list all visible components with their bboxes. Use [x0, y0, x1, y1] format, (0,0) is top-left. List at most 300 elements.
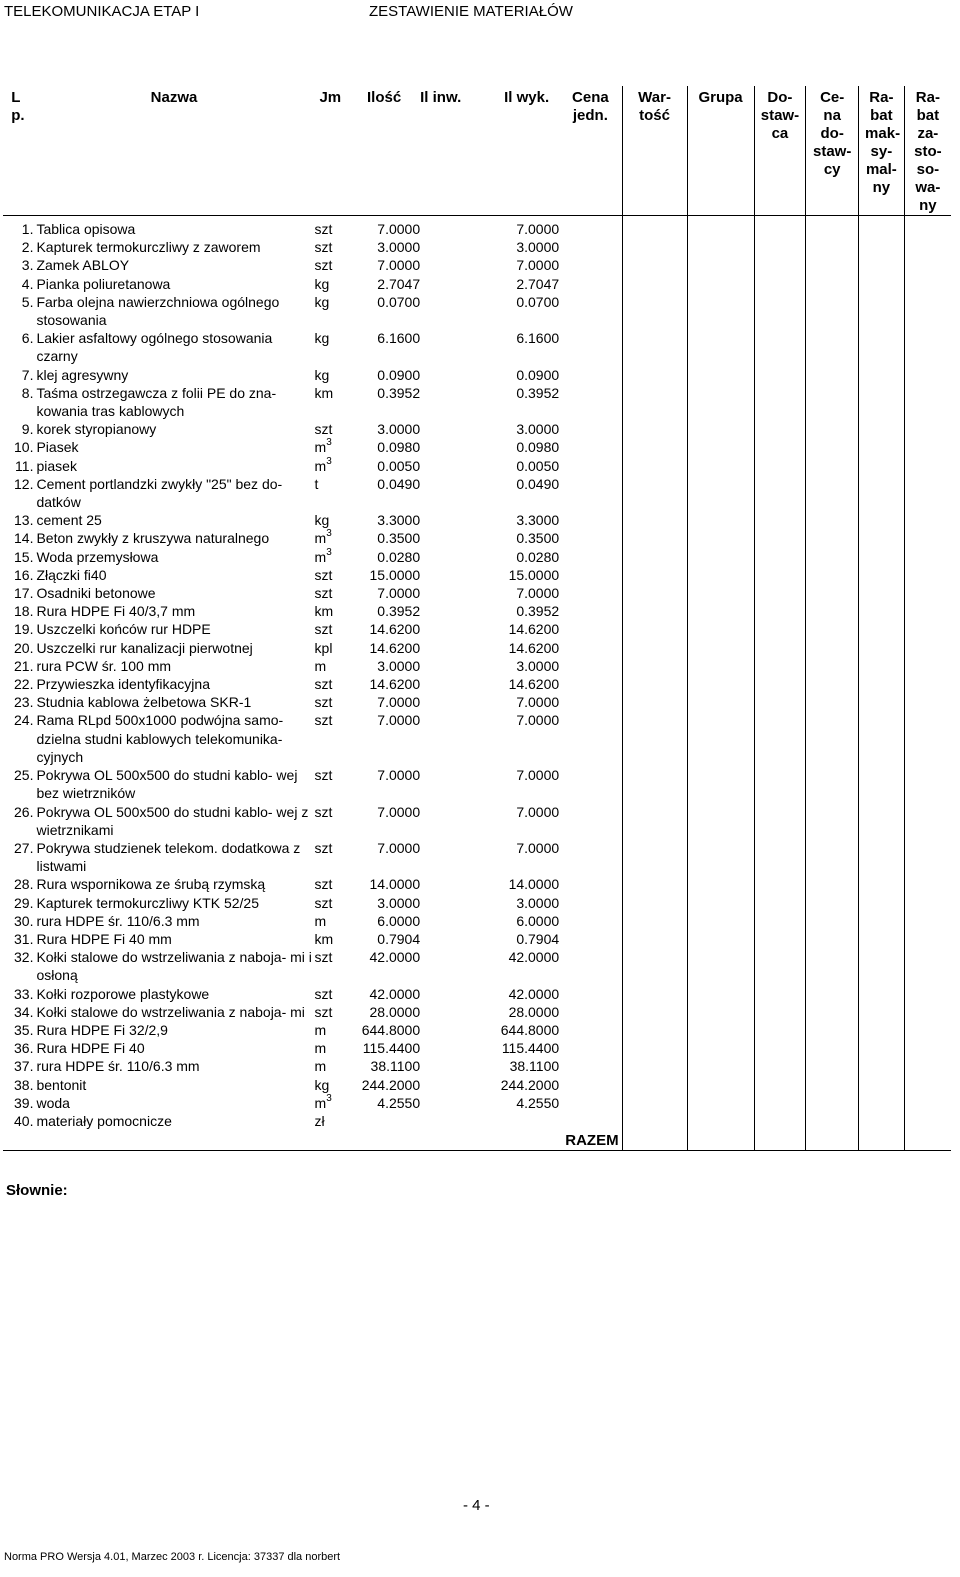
row-wyk: 3.0000: [516, 894, 560, 911]
row-name: Rura HDPE Fi 40/3,7 mm: [36, 603, 196, 620]
row-ilosc: 7.0000: [377, 803, 421, 820]
row-jm-unit: kg: [314, 366, 330, 383]
row-lp: 33.: [14, 985, 34, 1002]
row-jm-unit: m: [314, 657, 327, 674]
row-grupa: [687, 548, 754, 566]
row-dostawca: [754, 584, 806, 602]
row-ilosc: 7.0000: [377, 712, 421, 729]
row-cena: [559, 256, 622, 274]
row-grupa: [687, 238, 754, 256]
table-row: [3, 457, 951, 475]
table-row: [3, 1094, 951, 1112]
row-cena: [559, 711, 622, 766]
row-rabat-zast: [904, 511, 951, 529]
row-grupa: [687, 766, 754, 802]
row-wyk: 0.0700: [516, 293, 560, 310]
row-name: Lakier asfaltowy ogólnego stosowania czarny: [36, 330, 273, 365]
row-jm-unit: m: [314, 1058, 327, 1075]
row-rabat-zast: [904, 566, 951, 584]
row-lp: 11.: [15, 457, 34, 474]
row-cena-dostawcy: [806, 438, 859, 456]
row-jm: [313, 894, 349, 912]
row-ilosc: 14.6200: [369, 676, 421, 693]
row-dostawca: [754, 602, 806, 620]
row-cena-dostawcy: [806, 457, 859, 475]
row-wartosc: [622, 894, 687, 912]
row-dostawca: [754, 693, 806, 711]
row-cena: [559, 912, 622, 930]
row-jm-unit: km: [314, 930, 334, 947]
table-row: [3, 912, 951, 930]
document-header-right: ZESTAWIENIE MATERIAŁÓW: [369, 3, 573, 20]
col-header-grupa: Grupa: [687, 86, 754, 216]
row-ilosc: 0.7904: [377, 930, 421, 947]
row-cena: [559, 548, 622, 566]
row-jm-unit: m: [314, 1094, 327, 1111]
row-jm-unit: szt: [314, 676, 333, 693]
row-lp: 39.: [14, 1094, 34, 1111]
row-jm-unit: szt: [314, 803, 333, 820]
table-row: [3, 1112, 951, 1130]
row-dostawca: [754, 875, 806, 893]
row-jm: [313, 566, 349, 584]
row-rabat-zast: [904, 766, 951, 802]
row-jm: [313, 948, 349, 984]
row-wyk: 14.0000: [508, 876, 560, 893]
row-rabat-zast: [904, 875, 951, 893]
table-row: [3, 839, 951, 875]
row-jm: [313, 529, 349, 547]
row-wartosc: [622, 657, 687, 675]
row-name: Pianka poliuretanowa: [36, 275, 171, 292]
row-cena-dostawcy: [806, 529, 859, 547]
row-rabat-max: [859, 803, 905, 839]
row-rabat-zast: [904, 711, 951, 766]
row-lp: 14.: [14, 530, 34, 547]
row-jm: [313, 216, 349, 239]
row-name: Uszczelki rur kanalizacji pierwotnej: [36, 639, 253, 656]
row-wyk: 0.0980: [516, 439, 560, 456]
row-dostawca: [754, 620, 806, 638]
row-wartosc: [622, 420, 687, 438]
row-cena: [559, 602, 622, 620]
row-jm-unit: kg: [314, 275, 330, 292]
row-rabat-max: [859, 256, 905, 274]
row-dostawca: [754, 384, 806, 420]
row-grupa: [687, 803, 754, 839]
row-rabat-zast: [904, 1021, 951, 1039]
table-row: [3, 529, 951, 547]
row-grupa: [687, 256, 754, 274]
row-ilosc: 115.4400: [362, 1040, 421, 1057]
row-rabat-zast: [904, 602, 951, 620]
row-cena-dostawcy: [806, 675, 859, 693]
row-grupa: [687, 711, 754, 766]
row-rabat-zast: [904, 457, 951, 475]
table-row: [3, 1076, 951, 1094]
row-rabat-max: [859, 1076, 905, 1094]
row-lp: 16.: [14, 566, 34, 583]
row-jm: [313, 256, 349, 274]
row-rabat-max: [859, 420, 905, 438]
row-ilosc: [348, 1112, 420, 1130]
row-wyk: 7.0000: [516, 257, 560, 274]
row-cena-dostawcy: [806, 1039, 859, 1057]
row-grupa: [687, 584, 754, 602]
row-grupa: [687, 985, 754, 1003]
row-lp: 12.: [14, 475, 34, 492]
row-rabat-zast: [904, 475, 951, 511]
row-grupa: [687, 475, 754, 511]
row-jm-unit: m: [314, 530, 327, 547]
row-jm-unit: m: [314, 457, 327, 474]
row-jm-unit: szt: [314, 566, 333, 583]
row-name: Rura HDPE Fi 40: [36, 1040, 145, 1057]
row-rabat-max: [859, 639, 905, 657]
col-header-rabat-max: Ra- bat mak- sy- mal- ny: [859, 86, 905, 216]
row-lp: 2.: [21, 239, 34, 256]
row-wyk: 3.3000: [516, 512, 560, 529]
row-wyk: 2.7047: [516, 275, 560, 292]
row-jm: [313, 511, 349, 529]
row-jm: [313, 275, 349, 293]
row-dostawca: [754, 511, 806, 529]
row-cena-dostawcy: [806, 216, 859, 239]
row-wartosc: [622, 256, 687, 274]
row-grupa: [687, 384, 754, 420]
row-name: klej agresywny: [36, 366, 129, 383]
col-header-wyk: Il wyk.: [504, 89, 550, 106]
row-lp: 32.: [14, 949, 34, 966]
row-jm: [313, 639, 349, 657]
row-lp: 19.: [14, 621, 34, 638]
row-lp: 9.: [21, 421, 34, 438]
row-wyk: 6.0000: [516, 912, 560, 929]
row-rabat-max: [859, 930, 905, 948]
row-name: Rura HDPE Fi 32/2,9: [36, 1021, 168, 1038]
row-cena-dostawcy: [806, 985, 859, 1003]
row-cena: [559, 803, 622, 839]
row-cena-dostawcy: [806, 657, 859, 675]
row-cena-dostawcy: [806, 584, 859, 602]
row-jm: [313, 766, 349, 802]
row-grupa: [687, 657, 754, 675]
row-dostawca: [754, 566, 806, 584]
row-lp: 34.: [14, 1003, 34, 1020]
row-cena: [559, 620, 622, 638]
row-jm: [313, 475, 349, 511]
table-row: [3, 985, 951, 1003]
row-jm: [313, 420, 349, 438]
row-rabat-max: [859, 839, 905, 875]
row-ilosc: 14.0000: [369, 876, 421, 893]
row-dostawca: [754, 1057, 806, 1075]
table-row: [3, 1003, 951, 1021]
col-header-lp-text: L p.: [11, 89, 25, 124]
row-jm-unit: kg: [314, 293, 330, 310]
row-wyk: 115.4400: [501, 1040, 560, 1057]
col-header-name: Nazwa: [150, 89, 198, 106]
row-wartosc: [622, 875, 687, 893]
row-ilosc: 3.0000: [377, 894, 421, 911]
row-rabat-max: [859, 766, 905, 802]
row-lp: 1.: [21, 221, 34, 237]
row-rabat-zast: [904, 238, 951, 256]
row-cena-dostawcy: [806, 1076, 859, 1094]
row-rabat-zast: [904, 548, 951, 566]
row-lp: 25.: [14, 767, 34, 784]
row-wartosc: [622, 293, 687, 329]
row-name: Kołki stalowe do wstrzeliwania z naboja- mi: [36, 1003, 305, 1020]
row-cena: [559, 766, 622, 802]
row-grupa: [687, 1094, 754, 1112]
row-rabat-zast: [904, 693, 951, 711]
row-wyk: 38.1100: [509, 1058, 560, 1075]
row-wartosc: [622, 803, 687, 839]
col-header-rabat-zast: Ra- bat za- sto- so- wa- ny: [904, 86, 951, 216]
table-row: [3, 675, 951, 693]
row-wyk: 0.3952: [516, 384, 560, 401]
row-dostawca: [754, 275, 806, 293]
row-jm-unit: szt: [314, 694, 333, 711]
table-row: [3, 1021, 951, 1039]
row-dostawca: [754, 766, 806, 802]
row-cena: [559, 675, 622, 693]
row-wyk: 7.0000: [516, 585, 560, 602]
row-cena-dostawcy: [806, 602, 859, 620]
row-cena-dostawcy: [806, 238, 859, 256]
row-rabat-zast: [904, 1076, 951, 1094]
row-rabat-max: [859, 438, 905, 456]
row-cena: [559, 657, 622, 675]
row-jm: [313, 912, 349, 930]
table-row: [3, 930, 951, 948]
row-ilosc: 644.8000: [361, 1021, 421, 1038]
row-cena: [559, 1003, 622, 1021]
row-wyk: 14.6200: [508, 676, 560, 693]
row-rabat-max: [859, 584, 905, 602]
row-cena-dostawcy: [806, 1003, 859, 1021]
row-wyk: 4.2550: [516, 1094, 560, 1111]
row-jm: [313, 366, 349, 384]
row-jm-unit: szt: [314, 1003, 333, 1020]
row-cena-dostawcy: [806, 693, 859, 711]
row-rabat-zast: [904, 657, 951, 675]
row-dostawca: [754, 1112, 806, 1130]
row-lp: 7.: [21, 366, 34, 383]
row-wartosc: [622, 475, 687, 511]
row-cena-dostawcy: [806, 839, 859, 875]
row-cena-dostawcy: [806, 366, 859, 384]
row-rabat-max: [859, 238, 905, 256]
row-grupa: [687, 420, 754, 438]
row-grupa: [687, 1057, 754, 1075]
row-cena: [559, 894, 622, 912]
row-rabat-zast: [904, 329, 951, 365]
row-grupa: [687, 329, 754, 365]
row-ilosc: 0.3952: [377, 603, 421, 620]
row-jm-unit: szt: [314, 894, 333, 911]
row-grupa: [687, 1021, 754, 1039]
row-grupa: [687, 438, 754, 456]
row-ilosc: 7.0000: [377, 839, 421, 856]
row-wyk: 0.0490: [516, 475, 560, 492]
row-grupa: [687, 620, 754, 638]
row-cena: [559, 293, 622, 329]
row-wartosc: [622, 620, 687, 638]
row-dostawca: [754, 930, 806, 948]
row-cena: [559, 329, 622, 365]
row-cena-dostawcy: [806, 511, 859, 529]
row-dostawca: [754, 216, 806, 239]
row-cena: [559, 275, 622, 293]
row-jm: [313, 803, 349, 839]
row-jm: [313, 384, 349, 420]
row-rabat-zast: [904, 894, 951, 912]
row-name: Pokrywa studzienek telekom. dodatkowa z listwami: [36, 839, 301, 875]
row-rabat-zast: [904, 675, 951, 693]
total-cell: [420, 1130, 559, 1151]
row-grupa: [687, 948, 754, 984]
row-jm: [313, 584, 349, 602]
row-rabat-max: [859, 711, 905, 766]
row-grupa: [687, 529, 754, 547]
total-cell: [313, 1130, 349, 1151]
row-grupa: [687, 693, 754, 711]
row-jm-unit: m: [314, 548, 327, 565]
row-name: Uszczelki końców rur HDPE: [36, 621, 211, 638]
row-dostawca: [754, 238, 806, 256]
row-grupa: [687, 566, 754, 584]
row-rabat-zast: [904, 930, 951, 948]
row-cena: [559, 438, 622, 456]
row-rabat-zast: [904, 420, 951, 438]
row-cena-dostawcy: [806, 1021, 859, 1039]
row-cena-dostawcy: [806, 566, 859, 584]
row-cena: [559, 1094, 622, 1112]
row-wyk: 6.1600: [516, 330, 560, 347]
col-header-jm: Jm: [319, 89, 342, 106]
row-wartosc: [622, 566, 687, 584]
row-jm-unit: m: [314, 1040, 327, 1057]
row-lp: 3.: [21, 257, 34, 274]
row-name: Pokrywa OL 500x500 do studni kablo- wej z wietrznikami: [36, 803, 309, 838]
row-grupa: [687, 1112, 754, 1130]
row-cena: [559, 948, 622, 984]
row-rabat-max: [859, 275, 905, 293]
row-dostawca: [754, 1039, 806, 1057]
row-jm-unit: m: [314, 912, 327, 929]
row-wartosc: [622, 985, 687, 1003]
row-ilosc: 6.1600: [377, 330, 421, 347]
row-rabat-max: [859, 566, 905, 584]
row-ilosc: 0.0280: [377, 548, 421, 565]
row-rabat-max: [859, 985, 905, 1003]
row-rabat-max: [859, 384, 905, 420]
row-ilosc: 42.0000: [369, 949, 421, 966]
row-jm-unit: t: [314, 475, 319, 492]
row-name: Beton zwykły z kruszywa naturalnego: [36, 530, 270, 547]
row-grupa: [687, 275, 754, 293]
row-wartosc: [622, 329, 687, 365]
table-row: [3, 766, 951, 802]
row-jm-unit: kpl: [314, 639, 333, 656]
row-lp: 17.: [14, 585, 34, 602]
row-ilosc: 14.6200: [369, 621, 421, 638]
row-jm: [313, 1057, 349, 1075]
row-wyk: 244.2000: [500, 1076, 560, 1093]
row-dostawca: [754, 420, 806, 438]
row-rabat-max: [859, 1057, 905, 1075]
row-jm-unit: szt: [314, 712, 333, 729]
row-name: Farba olejna nawierzchniowa ogólnego stosowania: [36, 293, 280, 329]
row-grupa: [687, 894, 754, 912]
row-grupa: [687, 602, 754, 620]
row-cena-dostawcy: [806, 293, 859, 329]
row-wartosc: [622, 639, 687, 657]
row-name: piasek: [36, 457, 77, 474]
slownie-label: Słownie:: [6, 1182, 68, 1199]
row-dostawca: [754, 985, 806, 1003]
row-cena-dostawcy: [806, 275, 859, 293]
row-rabat-zast: [904, 366, 951, 384]
table-row: [3, 639, 951, 657]
row-ilosc: 38.1100: [370, 1058, 421, 1075]
row-lp: 10.: [14, 439, 34, 456]
row-cena: [559, 584, 622, 602]
row-ilosc: 3.0000: [377, 239, 421, 256]
row-rabat-zast: [904, 1003, 951, 1021]
row-dostawca: [754, 529, 806, 547]
row-wyk: 28.0000: [508, 1003, 560, 1020]
row-rabat-max: [859, 293, 905, 329]
row-lp: 18.: [14, 603, 34, 620]
row-ilosc: 7.0000: [377, 694, 421, 711]
row-name: Kapturek termokurczliwy z zaworem: [36, 239, 261, 256]
row-lp: 8.: [21, 384, 34, 401]
row-wartosc: [622, 675, 687, 693]
row-wartosc: [622, 529, 687, 547]
row-rabat-max: [859, 457, 905, 475]
row-name: materiały pomocnicze: [36, 1112, 172, 1129]
row-dostawca: [754, 1003, 806, 1021]
table-row: [3, 329, 951, 365]
materials-table: [3, 86, 951, 1151]
table-row: [3, 275, 951, 293]
row-name: cement 25: [36, 512, 102, 529]
row-lp: 4.: [21, 275, 34, 292]
table-row: [3, 693, 951, 711]
row-jm: [313, 985, 349, 1003]
row-rabat-zast: [904, 1112, 951, 1130]
row-jm: [313, 1003, 349, 1021]
row-name: Kapturek termokurczliwy KTK 52/25: [36, 894, 259, 911]
row-jm-unit: szt: [314, 767, 333, 784]
row-rabat-max: [859, 1112, 905, 1130]
row-wyk: 0.0050: [516, 457, 560, 474]
table-row: [3, 948, 951, 984]
row-cena: [559, 511, 622, 529]
row-rabat-zast: [904, 985, 951, 1003]
row-dostawca: [754, 803, 806, 839]
table-row: [3, 584, 951, 602]
row-grupa: [687, 912, 754, 930]
row-dostawca: [754, 293, 806, 329]
row-cena: [559, 475, 622, 511]
row-wartosc: [622, 1112, 687, 1130]
row-wyk: 0.7904: [516, 930, 560, 947]
row-ilosc: 6.0000: [377, 912, 421, 929]
